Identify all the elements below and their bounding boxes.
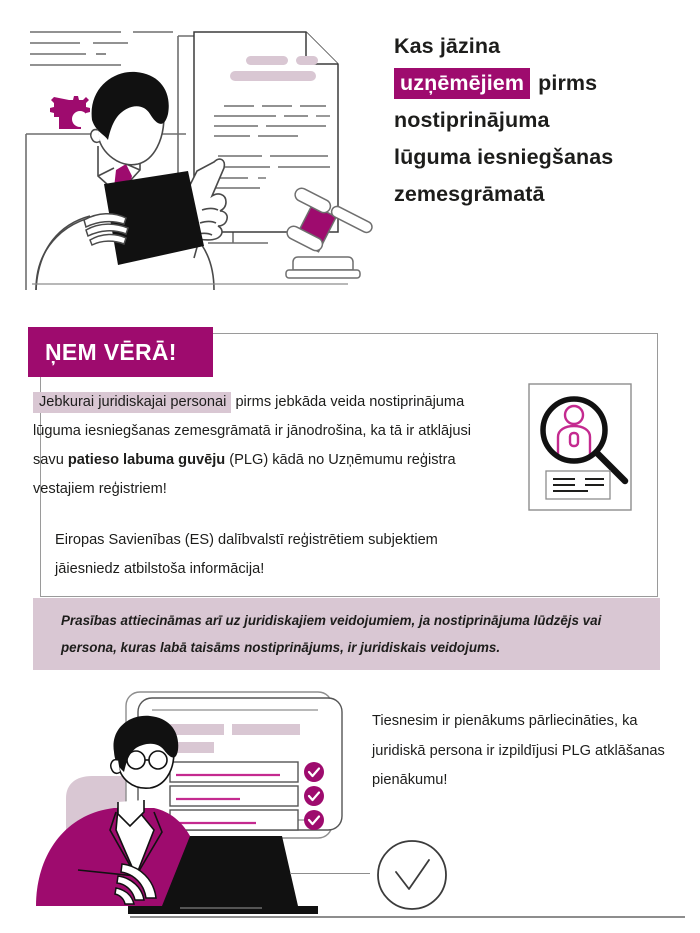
notice-body — [33, 388, 503, 584]
notice-paragraph-1-rest-a: pirms jebkāda veida nostiprinājuma lūguma iesniegšanas zemesgrāmatā ir jānodrošina, ka tā ir atklājusi savu — [33, 394, 472, 468]
bottom-paragraph: Tiesnesim ir pienākums pārliecināties, ka juridiskā persona ir izpildījusi PLG atklāšanas pienākumu! — [372, 713, 665, 788]
title-highlight: uzņēmējiem — [394, 68, 530, 99]
divider-line-left — [290, 873, 370, 874]
hero-illustration — [18, 18, 388, 290]
notice-footnote — [33, 598, 660, 670]
notice-paragraph-1-rest-b: (PLG) kādā no Uzņēmumu reģistra vestajiem reģistriem! — [33, 452, 456, 497]
hero-section — [0, 0, 700, 300]
divider-line-bottom — [130, 916, 685, 918]
title-line-5: zemesgrāmatā — [394, 182, 545, 206]
bottom-illustration — [18, 680, 368, 930]
notice-badge-label: ŅEM VĒRĀ! — [45, 338, 177, 365]
notice-footnote-text: Prasības attiecināmas arī uz juridiskajiem veidojumiem, ja nostiprinājuma lūdzējs vai persona, kuras labā taisāms nostiprinājums, ir juridiskais veidojums. — [61, 613, 602, 655]
magnifier-over-person-document-icon — [528, 383, 632, 511]
title-line-3: nostiprinājuma — [394, 108, 550, 132]
check-circle-icon — [375, 838, 449, 912]
page-title — [394, 28, 684, 213]
bottom-section — [0, 680, 700, 933]
notice-paragraph-2: Eiropas Savienības (ES) dalībvalstī reģistrētiem subjektiem jāiesniedz atbilstoša informācija! — [55, 532, 438, 577]
notice-paragraph-1-highlight: Jebkurai juridiskajai personai — [33, 392, 231, 413]
title-line-1: Kas jāzina — [394, 34, 501, 58]
title-line-2-rest: pirms — [532, 71, 598, 95]
gear-icon — [50, 96, 90, 129]
title-line-4: lūguma iesniegšanas — [394, 145, 614, 169]
notice-paragraph-1-bold: patieso labuma guvēju — [67, 452, 226, 468]
notice-paragraph-1 — [33, 388, 503, 504]
title-line-2 — [394, 65, 684, 102]
notice-badge — [28, 327, 213, 377]
bottom-text — [372, 707, 684, 796]
